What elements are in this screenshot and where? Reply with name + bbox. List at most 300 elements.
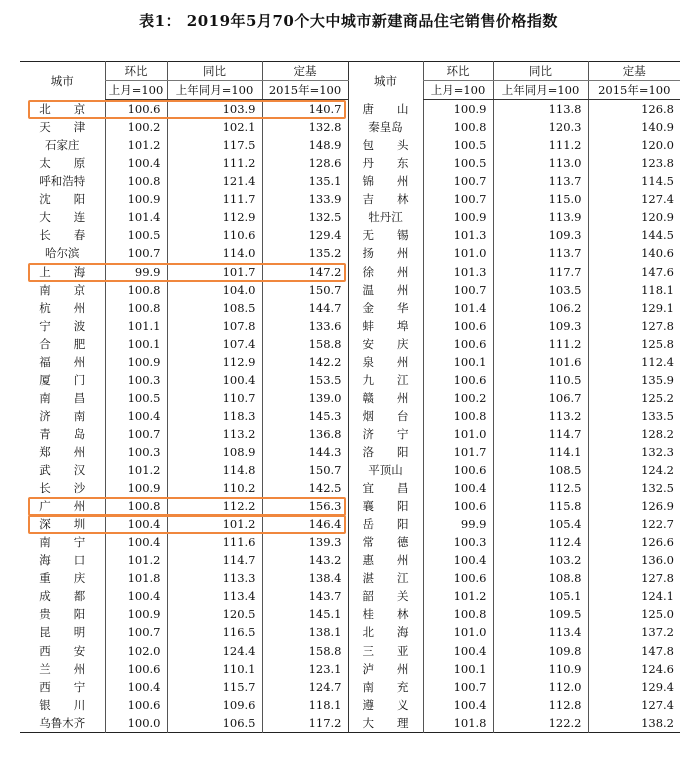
left-fixed-cell: 146.4: [262, 515, 348, 533]
left-yoy-cell: 112.2: [167, 497, 262, 515]
left-city-cell: 海 口: [39, 553, 86, 568]
left-fixed-cell: 135.1: [262, 172, 348, 190]
left-city-cell: 太 原: [39, 156, 86, 171]
table-row: [20, 696, 680, 714]
right-city-cell: 秦皇岛: [348, 118, 423, 136]
right-city-cell: 赣 州: [348, 389, 423, 407]
right-city-cell: 蚌 埠: [348, 317, 423, 335]
right-city-cell: 温 州: [348, 281, 423, 299]
right-mom-cell: 100.7: [423, 190, 493, 208]
left-fixed-cell: 145.3: [262, 407, 348, 425]
table-row: [20, 642, 680, 660]
table-row: [20, 461, 680, 479]
right-fixed-cell: 132.3: [588, 443, 680, 461]
left-mom-cell: 101.1: [105, 317, 167, 335]
left-yoy-cell: 117.5: [167, 136, 262, 154]
table-row: [20, 226, 680, 244]
left-city-cell: 郑 州: [39, 445, 86, 459]
right-fixed-cell: 124.6: [588, 660, 680, 678]
left-mom-cell: 100.3: [105, 443, 167, 461]
right-mom-cell: 100.6: [423, 461, 493, 479]
right-yoy-cell: 108.5: [493, 461, 588, 479]
right-fixed-cell: 125.0: [588, 605, 680, 623]
left-mom-cell: 100.4: [105, 407, 167, 425]
left-yoy-cell: 124.4: [167, 642, 262, 660]
right-yoy-cell: 106.2: [493, 299, 588, 317]
right-city-cell: 无 锡: [348, 226, 423, 244]
left-yoy-cell: 107.8: [167, 317, 262, 335]
left-city-cell: 福 州: [39, 354, 86, 369]
right-fixed-cell: 123.8: [588, 154, 680, 172]
header-fixed: 定基: [588, 62, 680, 81]
left-mom-cell: 101.8: [105, 569, 167, 587]
left-mom-cell: 100.2: [105, 118, 167, 136]
left-mom-cell: 100.9: [105, 353, 167, 371]
left-yoy-cell: 116.5: [167, 623, 262, 641]
left-fixed-cell: 144.3: [262, 443, 348, 461]
left-fixed-cell: 129.4: [262, 226, 348, 244]
left-mom-cell: 100.9: [105, 479, 167, 497]
right-city-cell: 九 江: [348, 371, 423, 389]
right-mom-cell: 101.0: [423, 623, 493, 641]
left-yoy-cell: 109.6: [167, 696, 262, 714]
right-city-cell: 襄 阳: [348, 497, 423, 515]
left-city-cell: 厦 门: [39, 372, 86, 387]
right-yoy-cell: 122.2: [493, 714, 588, 733]
left-yoy-cell: 111.7: [167, 190, 262, 208]
left-fixed-cell: 158.8: [262, 335, 348, 353]
left-city-cell: 武 汉: [39, 463, 86, 478]
right-fixed-cell: 132.5: [588, 479, 680, 497]
left-mom-cell: 101.2: [105, 136, 167, 154]
right-mom-cell: 101.8: [423, 714, 493, 733]
subheader-fixed: 2015年=100: [588, 81, 680, 100]
left-city-cell: 深 圳: [39, 517, 86, 532]
right-mom-cell: 100.7: [423, 172, 493, 190]
left-mom-cell: 100.5: [105, 389, 167, 407]
left-city-cell: 大 连: [39, 210, 86, 225]
left-mom-cell: 100.6: [105, 660, 167, 678]
left-mom-cell: 100.1: [105, 335, 167, 353]
left-city-cell: 哈尔滨: [45, 246, 80, 261]
header-city: 城市: [50, 73, 74, 88]
right-fixed-cell: 127.4: [588, 190, 680, 208]
left-yoy-cell: 121.4: [167, 172, 262, 190]
table-row: [20, 335, 680, 353]
table-row: [20, 208, 680, 226]
left-city-cell: 石家庄: [45, 138, 80, 153]
right-yoy-cell: 106.7: [493, 389, 588, 407]
right-city-cell: 惠 州: [348, 551, 423, 569]
table-row: [20, 154, 680, 172]
left-fixed-cell: 117.2: [262, 714, 348, 733]
right-mom-cell: 100.2: [423, 389, 493, 407]
left-yoy-cell: 108.9: [167, 443, 262, 461]
left-city-cell: 西 宁: [39, 679, 86, 694]
left-fixed-cell: 138.1: [262, 623, 348, 641]
right-mom-cell: 99.9: [423, 515, 493, 533]
right-fixed-cell: 114.5: [588, 172, 680, 190]
left-fixed-cell: 139.3: [262, 533, 348, 551]
right-city-cell: 湛 江: [348, 569, 423, 587]
right-yoy-cell: 113.2: [493, 407, 588, 425]
left-fixed-cell: 118.1: [262, 696, 348, 714]
page-title: 表1： 2019年5月70个大中城市新建商品住宅销售价格指数: [139, 12, 558, 30]
left-mom-cell: 100.8: [105, 299, 167, 317]
right-city-cell: 洛 阳: [348, 443, 423, 461]
left-yoy-cell: 118.3: [167, 407, 262, 425]
left-mom-cell: 100.4: [105, 678, 167, 696]
right-city-cell: 济 宁: [348, 425, 423, 443]
left-yoy-cell: 100.4: [167, 371, 262, 389]
right-yoy-cell: 113.4: [493, 623, 588, 641]
left-mom-cell: 100.9: [105, 190, 167, 208]
left-yoy-cell: 111.6: [167, 533, 262, 551]
right-mom-cell: 100.6: [423, 317, 493, 335]
subheader-yoy: 上年同月=100: [493, 81, 588, 100]
right-yoy-cell: 111.2: [493, 136, 588, 154]
right-city-cell: 牡丹江: [348, 208, 423, 226]
right-mom-cell: 101.0: [423, 425, 493, 443]
left-yoy-cell: 113.2: [167, 425, 262, 443]
right-fixed-cell: 124.2: [588, 461, 680, 479]
left-city-cell: 银 川: [39, 697, 86, 712]
right-yoy-cell: 114.1: [493, 443, 588, 461]
left-city-cell: 成 都: [39, 589, 86, 604]
left-yoy-cell: 101.2: [167, 515, 262, 533]
left-fixed-cell: 142.2: [262, 353, 348, 371]
left-mom-cell: 99.9: [105, 263, 167, 281]
table-row: [20, 244, 680, 262]
left-yoy-cell: 108.5: [167, 299, 262, 317]
right-yoy-cell: 113.0: [493, 154, 588, 172]
right-yoy-cell: 111.2: [493, 335, 588, 353]
right-fixed-cell: 138.2: [588, 714, 680, 733]
right-yoy-cell: 115.8: [493, 497, 588, 515]
right-city-cell: 包 头: [348, 136, 423, 154]
right-fixed-cell: 133.5: [588, 407, 680, 425]
right-mom-cell: 100.7: [423, 281, 493, 299]
left-mom-cell: 100.6: [105, 696, 167, 714]
left-yoy-cell: 111.2: [167, 154, 262, 172]
right-mom-cell: 100.7: [423, 678, 493, 696]
left-yoy-cell: 103.9: [167, 100, 262, 119]
right-yoy-cell: 109.5: [493, 605, 588, 623]
right-city-cell: 吉 林: [348, 190, 423, 208]
right-mom-cell: 100.4: [423, 696, 493, 714]
right-mom-cell: 100.6: [423, 497, 493, 515]
right-city-cell: 平顶山: [348, 461, 423, 479]
right-fixed-cell: 147.8: [588, 642, 680, 660]
subheader-mom: 上月=100: [105, 81, 167, 100]
left-yoy-cell: 113.4: [167, 587, 262, 605]
right-fixed-cell: 126.8: [588, 100, 680, 119]
right-fixed-cell: 125.8: [588, 335, 680, 353]
left-fixed-cell: 135.2: [262, 244, 348, 262]
right-city-cell: 三 亚: [348, 642, 423, 660]
left-city-cell: 南 京: [39, 282, 86, 297]
right-city-cell: 桂 林: [348, 605, 423, 623]
left-mom-cell: 100.7: [105, 425, 167, 443]
right-yoy-cell: 112.4: [493, 533, 588, 551]
left-fixed-cell: 124.7: [262, 678, 348, 696]
right-mom-cell: 100.8: [423, 407, 493, 425]
left-yoy-cell: 107.4: [167, 335, 262, 353]
right-yoy-cell: 109.3: [493, 317, 588, 335]
right-mom-cell: 100.3: [423, 533, 493, 551]
right-yoy-cell: 114.7: [493, 425, 588, 443]
right-fixed-cell: 135.9: [588, 371, 680, 389]
right-mom-cell: 100.9: [423, 208, 493, 226]
left-city-cell: 兰 州: [39, 661, 86, 676]
left-city-cell: 合 肥: [39, 336, 86, 351]
left-mom-cell: 100.7: [105, 623, 167, 641]
left-yoy-cell: 114.8: [167, 461, 262, 479]
subheader-yoy: 上年同月=100: [167, 81, 262, 100]
subheader-mom: 上月=100: [423, 81, 493, 100]
right-fixed-cell: 127.8: [588, 317, 680, 335]
right-yoy-cell: 113.8: [493, 100, 588, 119]
right-fixed-cell: 120.0: [588, 136, 680, 154]
left-fixed-cell: 128.6: [262, 154, 348, 172]
left-city-cell: 广 州: [39, 499, 86, 514]
right-yoy-cell: 101.6: [493, 353, 588, 371]
left-city-cell: 昆 明: [39, 625, 86, 640]
left-mom-cell: 101.2: [105, 461, 167, 479]
right-mom-cell: 100.4: [423, 551, 493, 569]
right-yoy-cell: 109.3: [493, 226, 588, 244]
right-city-cell: 扬 州: [348, 244, 423, 262]
left-mom-cell: 100.3: [105, 371, 167, 389]
right-fixed-cell: 120.9: [588, 208, 680, 226]
right-mom-cell: 100.9: [423, 100, 493, 119]
table-row: [20, 569, 680, 587]
right-yoy-cell: 103.5: [493, 281, 588, 299]
right-yoy-cell: 110.5: [493, 371, 588, 389]
right-city-cell: 金 华: [348, 299, 423, 317]
left-fixed-cell: 142.5: [262, 479, 348, 497]
right-yoy-cell: 115.0: [493, 190, 588, 208]
right-fixed-cell: 137.2: [588, 623, 680, 641]
right-city-cell: 大 理: [348, 714, 423, 733]
left-fixed-cell: 158.8: [262, 642, 348, 660]
right-yoy-cell: 113.9: [493, 208, 588, 226]
right-mom-cell: 100.8: [423, 118, 493, 136]
left-city-cell: 长 春: [39, 228, 86, 243]
left-yoy-cell: 101.7: [167, 263, 262, 281]
left-fixed-cell: 140.7: [262, 100, 348, 119]
left-fixed-cell: 145.1: [262, 605, 348, 623]
right-yoy-cell: 105.1: [493, 587, 588, 605]
table-row: [20, 623, 680, 641]
right-yoy-cell: 105.4: [493, 515, 588, 533]
table-row: [20, 317, 680, 335]
left-city-cell: 宁 波: [39, 318, 86, 333]
left-mom-cell: 100.4: [105, 533, 167, 551]
right-city-cell: 常 德: [348, 533, 423, 551]
table-row: [20, 660, 680, 678]
right-yoy-cell: 112.5: [493, 479, 588, 497]
left-yoy-cell: 112.9: [167, 208, 262, 226]
right-city-cell: 唐 山: [348, 100, 423, 119]
right-yoy-cell: 117.7: [493, 263, 588, 281]
left-mom-cell: 100.4: [105, 587, 167, 605]
left-fixed-cell: 133.6: [262, 317, 348, 335]
left-city-cell: 天 津: [39, 120, 86, 135]
table-row: [20, 425, 680, 443]
table-row: [20, 678, 680, 696]
left-yoy-cell: 102.1: [167, 118, 262, 136]
table-row: [20, 190, 680, 208]
left-mom-cell: 100.6: [105, 100, 167, 119]
right-fixed-cell: 126.6: [588, 533, 680, 551]
table-row: [20, 407, 680, 425]
right-mom-cell: 101.3: [423, 226, 493, 244]
left-mom-cell: 102.0: [105, 642, 167, 660]
left-yoy-cell: 114.7: [167, 551, 262, 569]
right-fixed-cell: 122.7: [588, 515, 680, 533]
left-mom-cell: 101.4: [105, 208, 167, 226]
right-mom-cell: 101.4: [423, 299, 493, 317]
left-fixed-cell: 123.1: [262, 660, 348, 678]
right-city-cell: 丹 东: [348, 154, 423, 172]
right-mom-cell: 100.4: [423, 479, 493, 497]
left-fixed-cell: 147.2: [262, 263, 348, 281]
price-index-table: [20, 61, 680, 733]
right-city-cell: 泉 州: [348, 353, 423, 371]
header-fixed: 定基: [262, 62, 348, 81]
left-city-cell: 青 岛: [39, 426, 86, 441]
right-city-cell: 烟 台: [348, 407, 423, 425]
left-city-cell: 沈 阳: [39, 192, 86, 207]
right-mom-cell: 100.4: [423, 642, 493, 660]
right-city-cell: 徐 州: [348, 263, 423, 281]
left-yoy-cell: 113.3: [167, 569, 262, 587]
right-mom-cell: 100.5: [423, 136, 493, 154]
left-fixed-cell: 132.5: [262, 208, 348, 226]
left-fixed-cell: 148.9: [262, 136, 348, 154]
right-mom-cell: 100.6: [423, 335, 493, 353]
left-mom-cell: 100.5: [105, 226, 167, 244]
right-fixed-cell: 126.9: [588, 497, 680, 515]
left-city-cell: 长 沙: [39, 481, 86, 496]
left-yoy-cell: 106.5: [167, 714, 262, 733]
table-row: [20, 515, 680, 533]
header-mom: 环比: [105, 62, 167, 81]
left-city-cell: 南 宁: [39, 535, 86, 550]
left-yoy-cell: 110.7: [167, 389, 262, 407]
left-yoy-cell: 114.0: [167, 244, 262, 262]
left-fixed-cell: 150.7: [262, 461, 348, 479]
table-row: [20, 497, 680, 515]
right-yoy-cell: 112.8: [493, 696, 588, 714]
left-yoy-cell: 112.9: [167, 353, 262, 371]
right-city-cell: 岳 阳: [348, 515, 423, 533]
left-city-cell: 贵 阳: [39, 607, 86, 622]
right-city-cell: 宜 昌: [348, 479, 423, 497]
left-yoy-cell: 110.2: [167, 479, 262, 497]
right-mom-cell: 101.2: [423, 587, 493, 605]
left-fixed-cell: 138.4: [262, 569, 348, 587]
right-city-cell: 北 海: [348, 623, 423, 641]
left-mom-cell: 100.9: [105, 605, 167, 623]
right-fixed-cell: 136.0: [588, 551, 680, 569]
right-yoy-cell: 112.0: [493, 678, 588, 696]
header-city: 城市: [348, 62, 423, 100]
right-city-cell: 锦 州: [348, 172, 423, 190]
left-city-cell: 西 安: [39, 643, 86, 658]
table-row: [20, 443, 680, 461]
right-mom-cell: 101.3: [423, 263, 493, 281]
right-yoy-cell: 120.3: [493, 118, 588, 136]
left-mom-cell: 100.8: [105, 172, 167, 190]
left-fixed-cell: 143.7: [262, 587, 348, 605]
right-yoy-cell: 110.9: [493, 660, 588, 678]
left-fixed-cell: 139.0: [262, 389, 348, 407]
right-fixed-cell: 147.6: [588, 263, 680, 281]
right-yoy-cell: 103.2: [493, 551, 588, 569]
right-yoy-cell: 113.7: [493, 244, 588, 262]
right-city-cell: 南 充: [348, 678, 423, 696]
table-row: [20, 605, 680, 623]
left-fixed-cell: 156.3: [262, 497, 348, 515]
left-city-cell: 南 昌: [39, 390, 86, 405]
left-fixed-cell: 143.2: [262, 551, 348, 569]
right-fixed-cell: 144.5: [588, 226, 680, 244]
left-mom-cell: 100.4: [105, 154, 167, 172]
left-mom-cell: 100.8: [105, 281, 167, 299]
left-city-cell: 上 海: [39, 264, 86, 279]
subheader-fixed: 2015年=100: [262, 81, 348, 100]
table-row: [20, 587, 680, 605]
table-row: [20, 299, 680, 317]
left-yoy-cell: 120.5: [167, 605, 262, 623]
left-mom-cell: 100.8: [105, 497, 167, 515]
right-fixed-cell: 124.1: [588, 587, 680, 605]
right-city-cell: 泸 州: [348, 660, 423, 678]
right-city-cell: 安 庆: [348, 335, 423, 353]
left-fixed-cell: 136.8: [262, 425, 348, 443]
table-row: [20, 714, 680, 733]
right-city-cell: 遵 义: [348, 696, 423, 714]
table-row: [20, 118, 680, 136]
left-yoy-cell: 115.7: [167, 678, 262, 696]
table-body: [20, 100, 680, 733]
left-mom-cell: 100.7: [105, 244, 167, 262]
right-fixed-cell: 128.2: [588, 425, 680, 443]
left-fixed-cell: 153.5: [262, 371, 348, 389]
left-yoy-cell: 110.1: [167, 660, 262, 678]
table-row: [20, 533, 680, 551]
right-fixed-cell: 127.8: [588, 569, 680, 587]
right-mom-cell: 101.7: [423, 443, 493, 461]
table-row: [20, 371, 680, 389]
table-row: [20, 353, 680, 371]
right-fixed-cell: 112.4: [588, 353, 680, 371]
left-city-cell: 重 庆: [39, 571, 86, 586]
left-mom-cell: 100.0: [105, 714, 167, 733]
left-fixed-cell: 133.9: [262, 190, 348, 208]
right-mom-cell: 100.1: [423, 353, 493, 371]
left-yoy-cell: 104.0: [167, 281, 262, 299]
left-mom-cell: 100.4: [105, 515, 167, 533]
left-city-cell: 北 京: [39, 101, 86, 116]
right-fixed-cell: 118.1: [588, 281, 680, 299]
right-mom-cell: 100.5: [423, 154, 493, 172]
left-fixed-cell: 144.7: [262, 299, 348, 317]
left-mom-cell: 101.2: [105, 551, 167, 569]
left-city-cell: 乌鲁木齐: [39, 715, 86, 730]
